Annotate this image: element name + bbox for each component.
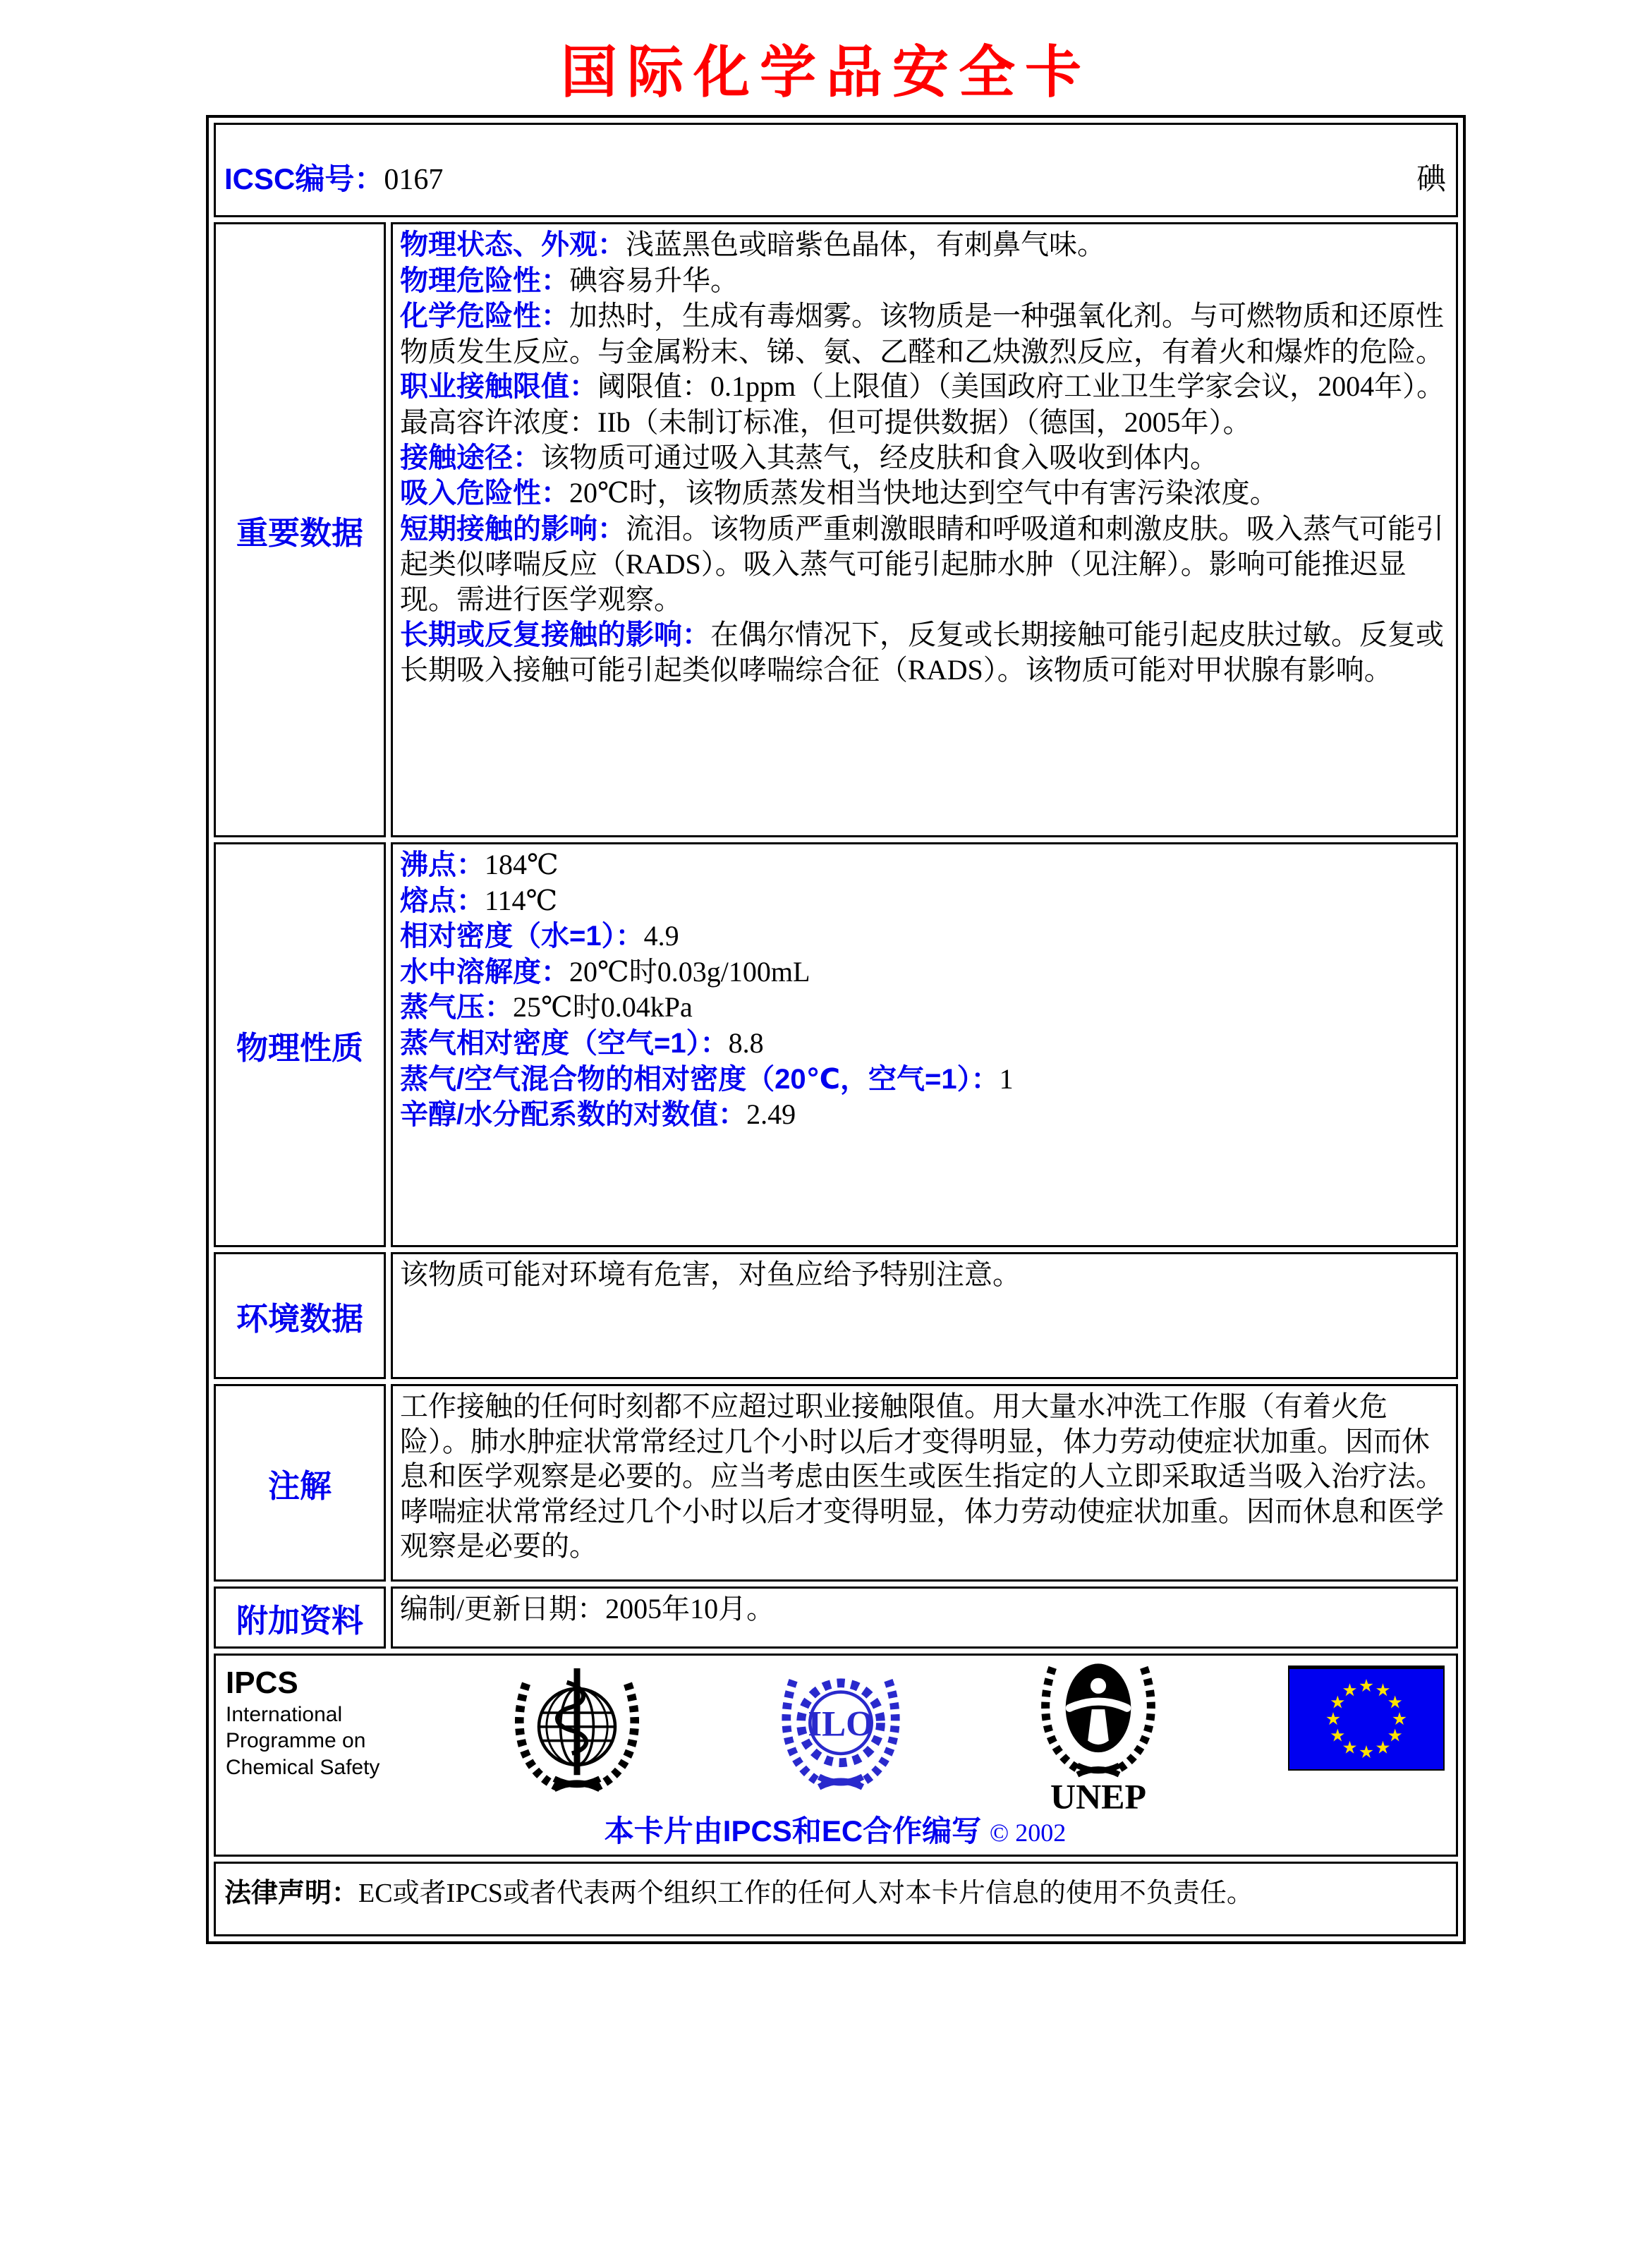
field-melting-point: 熔点：114℃ [400,884,558,916]
credit-year: © 2002 [989,1819,1067,1847]
field-octanol-water-partition: 辛醇/水分配系数的对数值：2.49 [400,1098,796,1131]
eu-flag-icon [1288,1666,1445,1771]
physical-properties-section-label: 物理性质 [214,842,386,1247]
ipcs-acronym: IPCS [226,1666,298,1700]
icsc-number-value: 0167 [384,164,444,196]
important-data-row [214,222,1458,837]
unep-letters: UNEP [1050,1776,1146,1815]
logo-row [226,1663,1445,1815]
footer-cell [214,1654,1458,1857]
icsc-card-table [206,115,1466,1944]
environmental-data-content-cell [391,1252,1458,1379]
who-logo-icon [507,1660,647,1804]
icsc-number-label: ICSC编号： [224,162,384,195]
physical-properties-content-cell [391,842,1458,1247]
notes-section-label: 注解 [214,1384,386,1582]
field-relative-density: 相对密度（水=1）：4.9 [400,920,679,952]
icsc-number [224,156,443,198]
footer-row [214,1654,1458,1857]
ilo-logo-icon [774,1660,908,1804]
environmental-data-section-label: 环境数据 [214,1252,386,1379]
field-vapour-relative-density: 蒸气相对密度（空气=1）：8.8 [400,1026,764,1059]
substance-name: 碘 [1416,164,1446,196]
field-long-term-effects: 长期或反复接触的影响：在偶尔情况下，反复或长期接触可能引起皮肤过敏。反复或长期吸入接触可能引起类似哮喘综合征（RADS）。该物质可能对甲状腺有影响。 [400,618,1444,686]
legal-label: 法律声明： [224,1879,359,1908]
page-title: 国际化学品安全卡 [561,42,1091,104]
field-physical-dangers: 物理危险性：碘容易升华。 [400,264,739,296]
environmental-data-row [214,1252,1458,1379]
important-data-content-cell [391,222,1458,837]
legal-row [214,1862,1458,1936]
field-inhalation-risk: 吸入危险性：20℃时，该物质蒸发相当快地达到空气中有害污染浓度。 [400,477,1278,509]
unep-logo-icon [1035,1649,1161,1815]
important-data-section-label: 重要数据 [214,222,386,837]
field-physical-state-appearance: 物理状态、外观：浅蓝黑色或暗紫色晶体，有刺鼻气味。 [400,229,1105,260]
field-notes-text: 工作接触的任何时刻都不应超过职业接触限值。用大量水冲洗工作服（有着火危险）。肺水肿症状常常经过几个小时以后才变得明显，体力劳动使症状加重。因而休息和医学观察是必要的。应当考虑由医生或医生指定的人立即采取适当吸入治疗法。哮喘症状常常经过几个小时以后才变得明显，体力劳动使症状加重。因而休息和医学观察是必要的。 [400,1390,1444,1563]
additional-information-section-label: 附加资料 [214,1586,386,1649]
field-solubility-in-water: 水中溶解度：20℃时0.03g/100mL [400,955,810,988]
field-vapour-air-mixture-density: 蒸气/空气混合物的相对密度（20℃，空气=1）：1 [400,1062,1014,1095]
credit-text: 本卡片由IPCS和EC合作编写 [604,1814,982,1848]
header-cell [214,123,1458,217]
field-environmental-note: 该物质可能对环境有危害，对鱼应给予特别注意。 [400,1258,1021,1290]
field-chemical-dangers: 化学危险性：加热时，生成有毒烟雾。该物质是一种强氧化剂。与可燃物质和还原性物质发生反应。与金属粉末、锑、氨、乙醛和乙炔激烈反应，有着火和爆炸的危险。 [400,300,1444,368]
field-vapour-pressure: 蒸气压：25℃时0.04kPa [400,991,693,1024]
field-short-term-effects: 短期接触的影响：流泪。该物质严重刺激眼睛和呼吸道和刺激皮肤。吸入蒸气可能引起类似哮喘反应（RADS）。吸入蒸气可能引起肺水肿（见注解）。影响可能推迟显现。需进行医学观察。 [400,512,1444,615]
additional-information-row [214,1586,1458,1649]
notes-row [214,1384,1458,1582]
field-occupational-exposure-limits: 职业接触限值：阈限值：0.1ppm（上限值）（美国政府工业卫生学家会议，2004年）。最高容许浓度：IIb（未制订标准，但可提供数据）（德国，2005年）。 [400,370,1445,438]
ipcs-text-block: IPCS International Programme on Chemical Safety [226,1666,380,1779]
additional-information-content-cell [391,1586,1458,1649]
field-routes-of-exposure: 接触途径：该物质可通过吸入其蒸气，经皮肤和食入吸收到体内。 [400,441,1218,473]
ilo-letters: ILO [808,1704,874,1745]
header-row [214,123,1458,217]
legal-text: EC或者IPCS或者代表两个组织工作的任何人对本卡片信息的使用不负责任。 [358,1879,1253,1908]
notes-content-cell [391,1384,1458,1582]
field-update-date: 编制/更新日期：2005年10月。 [400,1593,775,1625]
physical-properties-row [214,842,1458,1247]
field-boiling-point: 沸点：184℃ [400,849,559,880]
credit-line [226,1808,1445,1850]
legal-cell [214,1862,1458,1936]
